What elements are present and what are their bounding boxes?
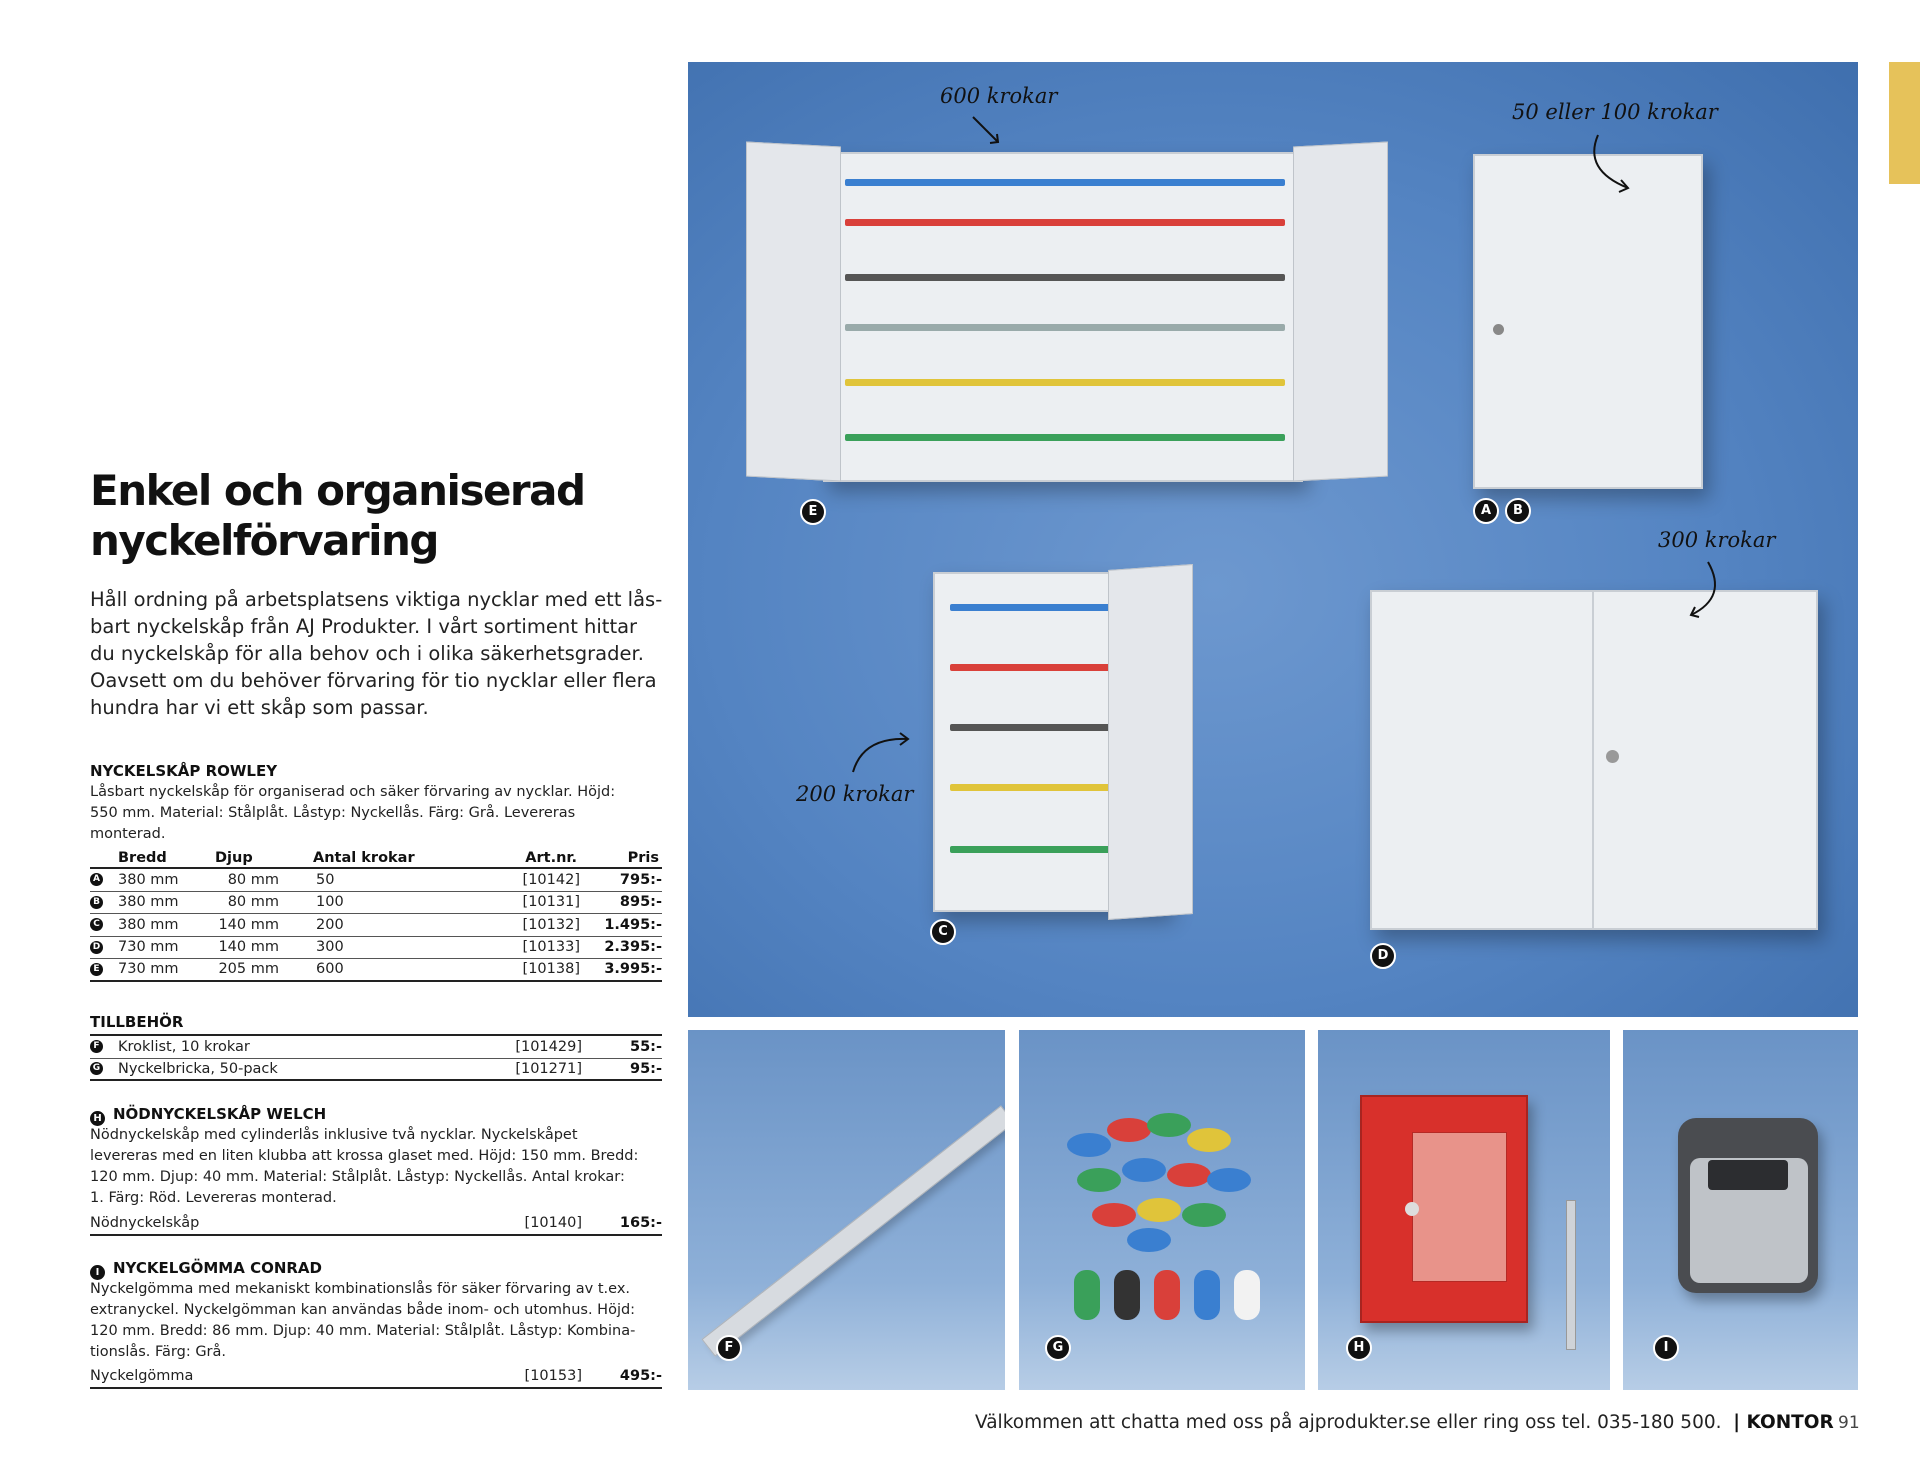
marker-b: B [90, 896, 103, 909]
combination-lock-icon [1708, 1160, 1788, 1190]
table-row [90, 937, 662, 960]
desc-line: Nyckelgömma med mekaniskt kombinationslås för säker förvaring av t.ex. [90, 1281, 631, 1297]
cell-art: [101429] [515, 1038, 582, 1055]
marker-g: G [90, 1062, 103, 1075]
footer-section: | KONTOR [1733, 1412, 1834, 1433]
hook-strip-photo [688, 1030, 1005, 1390]
cell-hooks: 300 [316, 939, 344, 956]
cell-price: 3.995:- [604, 961, 662, 978]
cell-name: Nödnyckelskåp [90, 1215, 200, 1232]
cell-art: [10140] [524, 1215, 582, 1232]
badge-g: G [1045, 1335, 1071, 1361]
cabinet-c-door [1108, 564, 1193, 920]
cabinet-d-image [1370, 590, 1818, 930]
welch-table [90, 1213, 662, 1236]
callout-300: 300 krokar [1658, 528, 1776, 552]
key-tags-photo [1019, 1030, 1305, 1390]
cell-width: 380 mm [118, 871, 179, 888]
callout-50-100: 50 eller 100 krokar [1512, 100, 1718, 124]
cell-width: 730 mm [118, 939, 179, 956]
heading-line-1: Enkel och organiserad [90, 466, 585, 515]
cabinet-ab-image [1473, 154, 1703, 489]
cell-price: 165:- [619, 1215, 662, 1232]
welch-title [90, 1105, 326, 1126]
arrow-icon [848, 727, 918, 777]
intro-line: Håll ordning på arbetsplatsens viktiga nycklar med ett lås- [90, 588, 663, 611]
desc-line: Nödnyckelskåp med cylinderlås inklusive två nycklar. Nyckelskåpet [90, 1127, 578, 1143]
key-safe-image [1678, 1118, 1818, 1293]
main-product-photo [688, 62, 1858, 1017]
table-row [90, 1366, 662, 1389]
cell-name: Nyckelgömma [90, 1368, 194, 1385]
arrow-icon [1683, 557, 1733, 627]
marker-f: F [90, 1040, 103, 1053]
cell-depth: 80 mm [227, 894, 279, 911]
cell-price: 895:- [619, 894, 662, 911]
page-number: 91 [1838, 1413, 1860, 1433]
marker-d: D [90, 941, 103, 954]
badge-a: A [1473, 498, 1499, 524]
table-row [90, 892, 662, 915]
badge-c: C [930, 919, 956, 945]
cell-width: 380 mm [118, 916, 179, 933]
welch-description [90, 1125, 665, 1209]
badge-i: I [1653, 1335, 1679, 1361]
badge-d: D [1370, 943, 1396, 969]
header-width: Bredd [118, 850, 167, 866]
cell-art: [10133] [522, 939, 580, 956]
cell-depth: 80 mm [227, 871, 279, 888]
marker-c: C [90, 918, 103, 931]
table-row [90, 1036, 662, 1059]
header-depth: Djup [215, 850, 253, 866]
cell-hooks: 50 [316, 871, 335, 888]
cell-art: [10142] [522, 871, 580, 888]
cell-hooks: 600 [316, 961, 344, 978]
conrad-title [90, 1259, 322, 1280]
badge-f: F [716, 1335, 742, 1361]
cell-art: [101271] [515, 1060, 582, 1077]
hook-strip-image [702, 1105, 1005, 1356]
cell-price: 795:- [619, 871, 662, 888]
conrad-title-text: NYCKELGÖMMA CONRAD [113, 1259, 322, 1277]
welch-title-text: NÖDNYCKELSKÅP WELCH [113, 1105, 327, 1123]
intro-line: Oavsett om du behöver förvaring för tio nycklar eller flera [90, 669, 657, 692]
cell-depth: 140 mm [218, 939, 279, 956]
arrow-icon [1583, 130, 1643, 200]
badge-e: E [800, 499, 826, 525]
table-row [90, 1059, 662, 1082]
marker-e: E [90, 963, 103, 976]
accessories-table [90, 1034, 662, 1081]
arrow-icon [968, 112, 1008, 152]
heading-line-2: nyckelförvaring [90, 516, 438, 565]
marker-a: A [90, 873, 103, 886]
cell-art: [10153] [524, 1368, 582, 1385]
badge-b: B [1505, 498, 1531, 524]
lock-icon [1493, 324, 1504, 335]
hammer-image [1566, 1200, 1576, 1350]
cabinet-e-image [823, 152, 1303, 482]
table-row [90, 869, 662, 892]
footer-contact: Välkommen att chatta med oss på ajprodukter.se eller ring oss tel. 035-180 500. [975, 1412, 1722, 1433]
page-heading [90, 466, 670, 566]
desc-line: 120 mm. Bredd: 86 mm. Djup: 40 mm. Material: Stålplåt. Låstyp: Kombina- [90, 1323, 636, 1339]
callout-600: 600 krokar [940, 84, 1058, 108]
header-art: Art.nr. [525, 850, 577, 866]
header-hooks: Antal krokar [313, 850, 415, 866]
marker-h: H [90, 1111, 105, 1126]
intro-line: bart nyckelskåp från AJ Produkter. I vårt sortiment hittar [90, 615, 638, 638]
table-row [90, 1213, 662, 1236]
lock-icon [1606, 750, 1619, 763]
cell-depth: 205 mm [218, 961, 279, 978]
cell-width: 380 mm [118, 894, 179, 911]
conrad-table [90, 1366, 662, 1389]
desc-line: monterad. [90, 826, 166, 842]
cell-price: 1.495:- [604, 916, 662, 933]
key-safe-photo [1623, 1030, 1858, 1390]
callout-200: 200 krokar [796, 782, 914, 806]
cell-width: 730 mm [118, 961, 179, 978]
header-price: Pris [627, 850, 659, 866]
cell-hooks: 200 [316, 916, 344, 933]
cell-name: Nyckelbricka, 50-pack [118, 1060, 278, 1077]
table-row [90, 914, 662, 937]
intro-paragraph [90, 586, 670, 721]
table-header [90, 847, 662, 869]
marker-i: I [90, 1265, 105, 1280]
desc-line: 1. Färg: Röd. Levereras monterad. [90, 1190, 337, 1206]
cabinet-e-left-door [746, 142, 841, 482]
cell-art: [10138] [522, 961, 580, 978]
cell-art: [10131] [522, 894, 580, 911]
intro-line: du nyckelskåp för alla behov och i olika säkerhetsgrader. [90, 642, 644, 665]
lock-icon [1405, 1202, 1419, 1216]
cell-price: 95:- [630, 1060, 662, 1077]
section-tab-marker [1889, 62, 1920, 184]
desc-line: levereras med en liten klubba att krossa glaset med. Höjd: 150 mm. Bredd: [90, 1148, 639, 1164]
conrad-description [90, 1279, 665, 1363]
cell-price: 55:- [630, 1038, 662, 1055]
cell-depth: 140 mm [218, 916, 279, 933]
rowley-title: NYCKELSKÅP ROWLEY [90, 762, 278, 780]
cell-price: 495:- [619, 1368, 662, 1385]
accessories-title: TILLBEHÖR [90, 1013, 184, 1031]
cell-hooks: 100 [316, 894, 344, 911]
desc-line: 550 mm. Material: Stålplåt. Låstyp: Nyckellås. Färg: Grå. Levereras [90, 805, 576, 821]
desc-line: Låsbart nyckelskåp för organiserad och säker förvaring av nycklar. Höjd: [90, 784, 616, 800]
badge-h: H [1346, 1335, 1372, 1361]
footer-text [975, 1412, 1834, 1433]
desc-line: extranyckel. Nyckelgömman kan användas både inom- och utomhus. Höjd: [90, 1302, 636, 1318]
cell-price: 2.395:- [604, 939, 662, 956]
desc-line: tionslås. Färg: Grå. [90, 1344, 227, 1360]
emergency-cabinet-image [1360, 1095, 1528, 1323]
desc-line: 120 mm. Djup: 40 mm. Material: Stålplåt. Låstyp: Nyckellås. Antal krokar: [90, 1169, 625, 1185]
cell-name: Kroklist, 10 krokar [118, 1038, 250, 1055]
rowley-description [90, 782, 665, 845]
cell-art: [10132] [522, 916, 580, 933]
intro-line: hundra har vi ett skåp som passar. [90, 696, 429, 719]
table-row [90, 959, 662, 982]
cabinet-e-right-door [1293, 142, 1388, 482]
rowley-table [90, 847, 662, 982]
emergency-cabinet-photo [1318, 1030, 1610, 1390]
